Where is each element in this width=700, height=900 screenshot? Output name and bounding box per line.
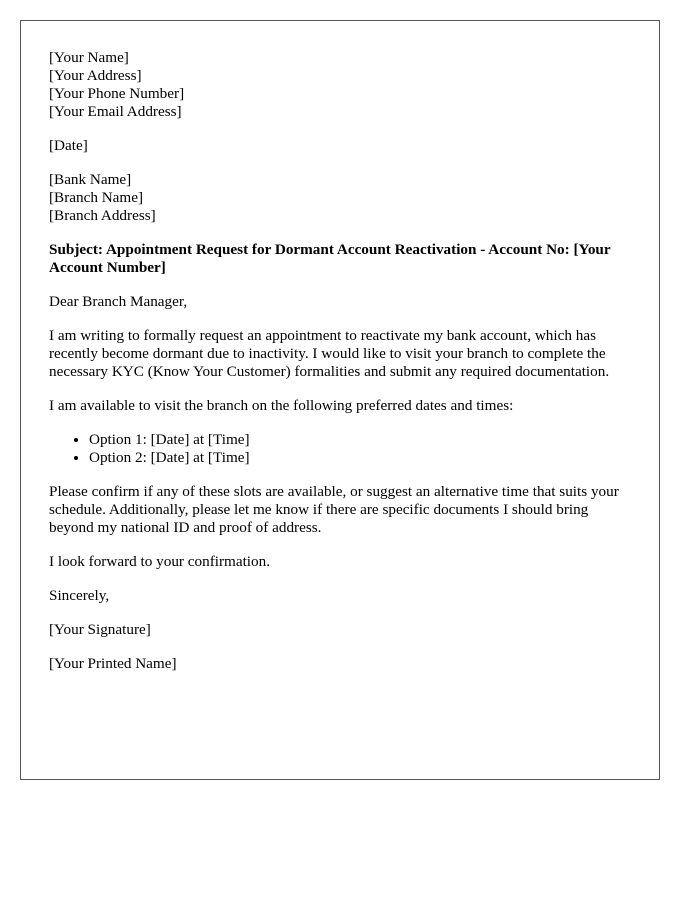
preferred-times-list [49, 431, 631, 467]
printed-name: [Your Printed Name] [49, 655, 177, 672]
salutation: Dear Branch Manager, [49, 293, 188, 310]
body-paragraph-2: I am available to visit the branch on the following preferred dates and times: [49, 397, 514, 414]
recipient-bank-name: [Bank Name] [49, 171, 132, 188]
body-paragraph-1: I am writing to formally request an appointment to reactivate my bank account, which has recently become dormant due to inactivity. I would like to visit your branch to complete the necessary KYC (Know Your Customer) formalities and submit any required documentation. [49, 327, 610, 380]
recipient-branch-address: [Branch Address] [49, 207, 156, 224]
sender-name: [Your Name] [49, 49, 129, 66]
letter-page [20, 20, 660, 780]
sender-email: [Your Email Address] [49, 103, 182, 120]
recipient-block [49, 171, 631, 225]
list-item-option-1: • Option 1: [Date] at [Time] [89, 431, 631, 449]
subject-line: Subject: Appointment Request for Dormant Account Reactivation - Account No: [Your Account Number] [49, 241, 611, 276]
closing: Sincerely, [49, 587, 110, 604]
list-item-option-2: • Option 2: [Date] at [Time] [89, 449, 631, 467]
sender-address: [Your Address] [49, 67, 142, 84]
body-paragraph-3: Please confirm if any of these slots are available, or suggest an alternative time that suits your schedule. Additionally, please let me know if there are specific documents I should bring beyond my national ID and proof of address. [49, 483, 619, 536]
recipient-branch-name: [Branch Name] [49, 189, 144, 206]
signature-line: [Your Signature] [49, 621, 151, 638]
body-paragraph-4: I look forward to your confirmation. [49, 553, 271, 570]
sender-block [49, 49, 631, 121]
letter-date: [Date] [49, 137, 88, 154]
sender-phone: [Your Phone Number] [49, 85, 185, 102]
